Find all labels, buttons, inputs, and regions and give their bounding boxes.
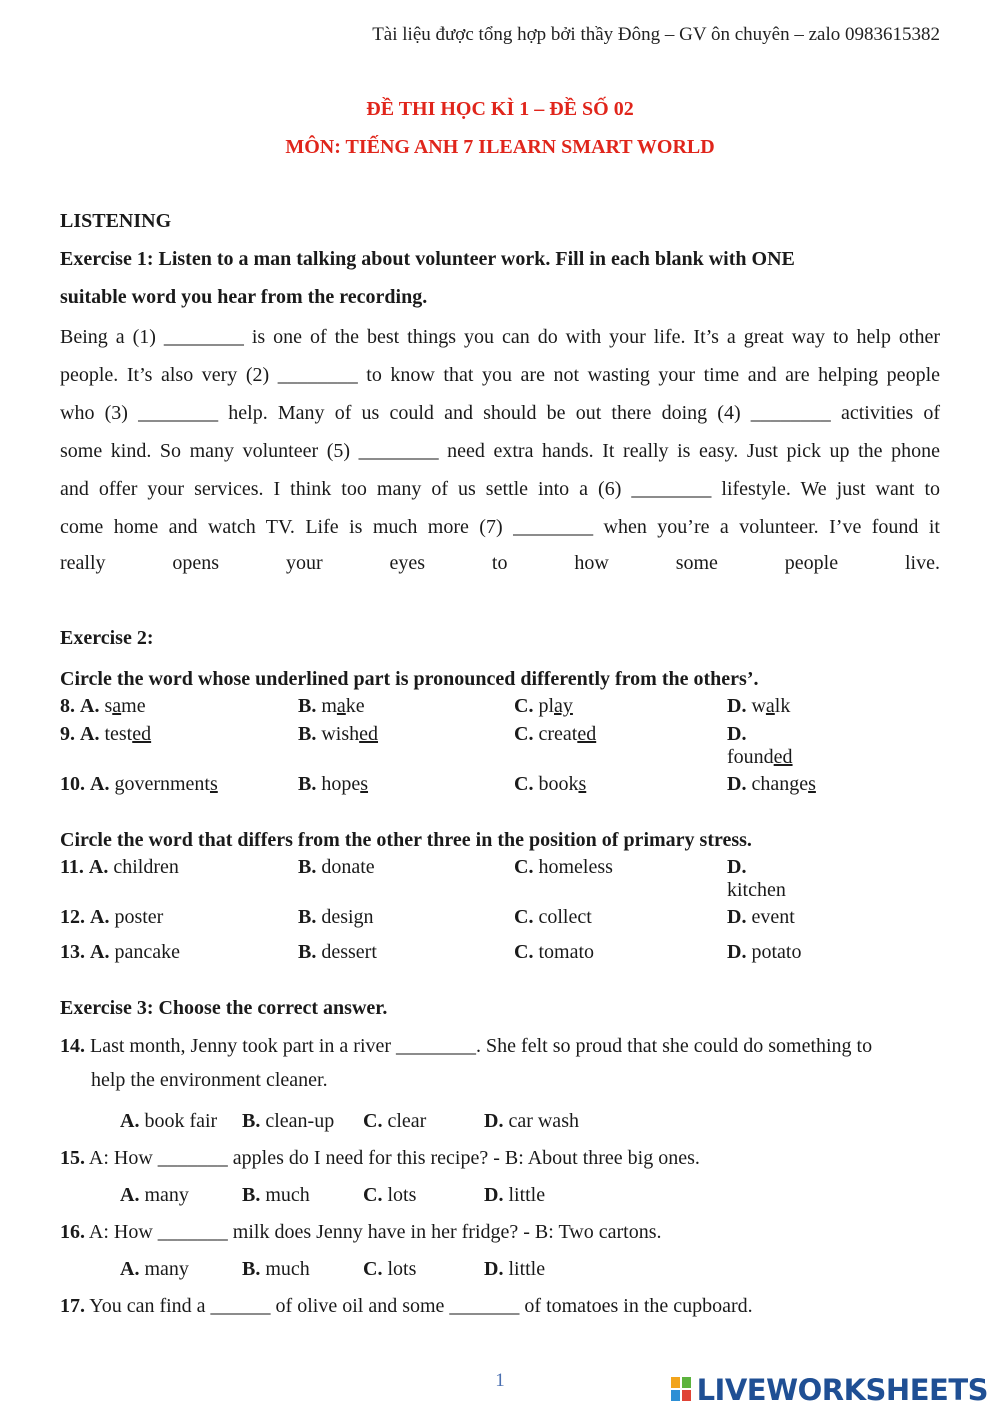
option-d[interactable]: D. founded — [727, 723, 793, 768]
option-c[interactable]: C. play — [514, 695, 573, 717]
option-c[interactable]: C. tomato — [514, 941, 594, 963]
passage-word: opens — [172, 552, 220, 574]
passage-word: eyes — [389, 552, 426, 574]
passage-line: come home and watch TV. Life is much more (7) ________ when you’re a volunteer. I’ve found it — [60, 516, 940, 538]
passage-line: some kind. So many volunteer (5) ________ need extra hands. It really is easy. Just pick up the phone — [60, 440, 940, 462]
page-header: Tài liệu được tổng hợp bởi thầy Đông – GV ôn chuyên – zalo 0983615382 — [372, 24, 940, 45]
logo-text: LIVEWORKSHEETS — [696, 1373, 988, 1407]
option-d[interactable]: D. little — [484, 1258, 546, 1280]
question-14: 14. Last month, Jenny took part in a river ________. She felt so proud that she could do something to help the environment cleaner. — [60, 1035, 873, 1091]
question-17: 17. You can find a ______ of olive oil and some _______ of tomatoes in the cupboard. — [60, 1295, 753, 1317]
option-c[interactable]: C. created — [514, 723, 597, 745]
listening-heading: LISTENING — [60, 210, 172, 232]
option-b[interactable]: B. wished — [298, 723, 379, 745]
passage-word: some — [675, 552, 718, 574]
option-a[interactable]: 13. A. pancake — [60, 941, 180, 963]
passage-word: how — [574, 552, 609, 574]
option-b[interactable]: B. design — [298, 906, 374, 928]
ex1-instruction-line1: Exercise 1: Listen to a man talking about volunteer work. Fill in each blank with ONE — [60, 248, 795, 270]
option-c[interactable]: C. books — [514, 773, 587, 795]
question-row-10 — [60, 773, 940, 799]
passage-line: and offer your services. I think too many of us settle into a (6) ________ lifestyle. We just want to — [60, 478, 940, 500]
option-b[interactable]: B. make — [298, 695, 365, 717]
option-b[interactable]: B. donate — [298, 856, 375, 878]
passage-line: Being a (1) ________ is one of the best things you can do with your life. It’s a great way to help other — [60, 326, 940, 348]
passage-word: people — [784, 552, 839, 574]
passage-last-line — [60, 552, 940, 575]
exam-title: ĐỀ THI HỌC KÌ 1 – ĐỀ SỐ 02 — [366, 98, 634, 120]
ex1-instruction-line2: suitable word you hear from the recording. — [60, 286, 428, 308]
option-a[interactable]: A. book fair — [120, 1110, 218, 1132]
passage-word: to — [491, 552, 508, 574]
option-a[interactable]: 12. A. poster — [60, 906, 164, 928]
ex3-heading: Exercise 3: Choose the correct answer. — [60, 997, 388, 1019]
option-b[interactable]: B. much — [242, 1184, 310, 1206]
option-d[interactable]: D. potato — [727, 941, 802, 963]
option-a[interactable]: 9. A. tested — [60, 723, 152, 745]
option-b[interactable]: B. much — [242, 1258, 310, 1280]
option-a[interactable]: A. many — [120, 1258, 189, 1280]
passage-line: who (3) ________ help. Many of us could and should be out there doing (4) ________ activities of — [60, 402, 940, 424]
question-16: 16. A: How _______ milk does Jenny have in her fridge? - B: Two cartons. — [60, 1221, 662, 1243]
passage-word: really — [60, 552, 106, 574]
option-d[interactable]: D. kitchen — [727, 856, 786, 901]
option-b[interactable]: B. dessert — [298, 941, 377, 963]
option-a[interactable]: 11. A. children — [60, 856, 179, 878]
page-number: 1 — [495, 1370, 505, 1391]
logo-blocks-icon — [671, 1377, 693, 1403]
passage-word: your — [285, 552, 323, 574]
ex1-passage — [60, 324, 940, 552]
ex2-stress-instruction: Circle the word that differs from the other three in the position of primary stress. — [60, 829, 752, 851]
option-c[interactable]: C. homeless — [514, 856, 613, 878]
question-row-13 — [60, 941, 940, 967]
option-a[interactable]: 10. A. governments — [60, 773, 218, 795]
option-c[interactable]: C. lots — [363, 1184, 417, 1206]
exam-subject: MÔN: TIẾNG ANH 7 ILEARN SMART WORLD — [285, 136, 715, 158]
passage-word: live. — [904, 552, 940, 574]
option-b[interactable]: B. clean-up — [242, 1110, 335, 1132]
ex2-pron-instruction: Circle the word whose underlined part is pronounced differently from the others’. — [60, 668, 759, 690]
option-c[interactable]: C. clear — [363, 1110, 427, 1132]
option-c[interactable]: C. collect — [514, 906, 592, 928]
option-a[interactable]: A. many — [120, 1184, 189, 1206]
liveworksheets-logo — [671, 1374, 988, 1406]
option-d[interactable]: D. walk — [727, 695, 791, 717]
option-d[interactable]: D. event — [727, 906, 795, 928]
option-d[interactable]: D. car wash — [484, 1110, 579, 1132]
question-row-9 — [60, 723, 940, 768]
option-c[interactable]: C. lots — [363, 1258, 417, 1280]
question-row-12 — [60, 906, 940, 932]
option-a[interactable]: 8. A. same — [60, 695, 146, 717]
question-15: 15. A: How _______ apples do I need for this recipe? - B: About three big ones. — [60, 1147, 700, 1169]
option-b[interactable]: B. hopes — [298, 773, 369, 795]
option-d[interactable]: D. changes — [727, 773, 816, 795]
passage-line: people. It’s also very (2) ________ to know that you are not wasting your time and are helping people — [60, 364, 940, 386]
option-d[interactable]: D. little — [484, 1184, 546, 1206]
question-row-8 — [60, 695, 940, 721]
question-row-11 — [60, 856, 940, 901]
ex2-heading: Exercise 2: — [60, 627, 154, 649]
